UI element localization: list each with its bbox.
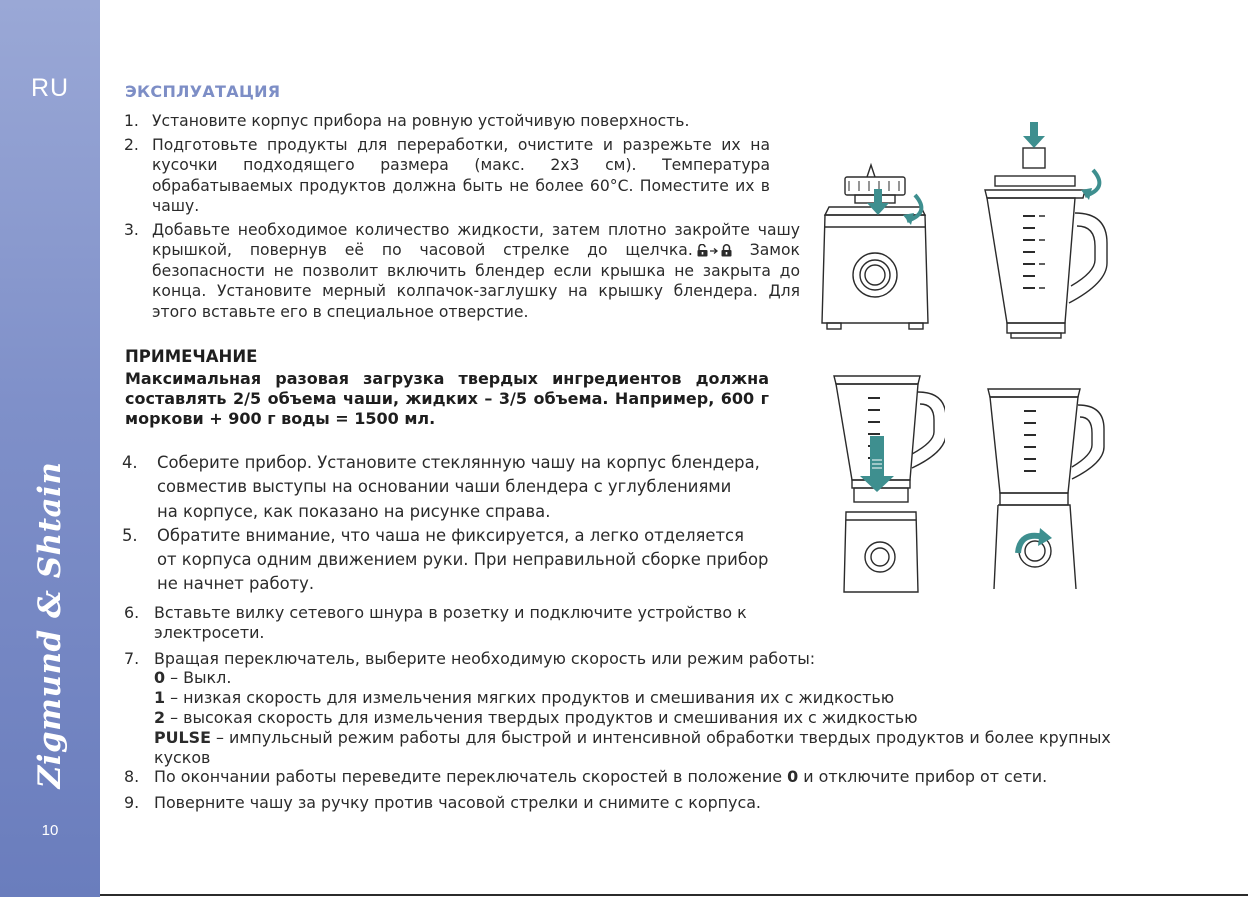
locked-icon (721, 244, 732, 257)
step-item (124, 793, 1224, 813)
step-item (124, 603, 1224, 643)
mode-line: кусков (154, 747, 211, 767)
mode-key: 0 (154, 668, 166, 688)
brand-logo-area (0, 461, 100, 789)
step-line: на корпусе, как показано на рисунке справа. (157, 501, 551, 521)
step-line: Вращая переключатель, выберите необходимую скорость или режим работы: (154, 648, 816, 668)
bottom-divider (100, 894, 1248, 896)
step-number: 6. (124, 603, 140, 622)
lock-icons (697, 244, 732, 257)
mode-line (154, 688, 1224, 708)
step-item (124, 135, 770, 217)
step-number: 1. (124, 112, 139, 130)
note-title: ПРИМЕЧАНИЕ (125, 347, 258, 366)
steps-list-part2 (122, 451, 802, 597)
step-line: электросети. (154, 622, 265, 642)
note-text: Максимальная разовая загрузка твердых ингредиентов должна составлять 2/5 объема чаши, жидких – 3/5 объема. Например, 600 г моркови + 900 г воды = 1500 мл. (125, 369, 769, 428)
blender-base-lid-illustration (815, 155, 950, 335)
step-number: 8. (124, 767, 140, 787)
step-number: 3. (124, 220, 139, 239)
step-number: 4. (122, 453, 138, 472)
mode-key: 0 (787, 767, 799, 787)
mode-key: 2 (154, 707, 166, 727)
step-number: 9. (124, 793, 140, 813)
step-line: совместив выступы на основании чаши блендера с углублениями (157, 477, 732, 497)
unlocked-icon (697, 244, 708, 257)
step-text (152, 220, 800, 323)
mode-desc: – импульсный режим работы для быстрой и интенсивной обработки твердых продуктов и более крупных (210, 727, 1111, 747)
section-title: ЭКСПЛУАТАЦИЯ (125, 82, 281, 101)
step-line: Обратите внимание, что чаша не фиксируется, а легко отделяется (157, 525, 744, 545)
step-line: от корпуса одним движением руки. При неправильной сборке прибор (157, 550, 769, 570)
mode-key: PULSE (154, 727, 211, 747)
step-line: Вставьте вилку сетевого шнура в розетку и подключите устройство к (154, 603, 747, 622)
step-text-part-b: Замок безопасности не позволит включить блендер если крышка не закрыта до конца. Установите мерный колпачок-заглушку на крышку блендера. Для этого вставьте его в специальное отверстие. (152, 241, 800, 321)
mode-line (154, 728, 1224, 748)
step-text-part-a: Добавьте необходимое количество жидкости, затем плотно закройте чашу крышкой, повернув её по часовой стрелке до щелчка. (152, 220, 800, 259)
steps-list-part3 (124, 603, 1224, 813)
step-number: 2. (124, 135, 139, 154)
step-number: 5. (122, 525, 138, 545)
step-item (124, 220, 800, 323)
step-item (122, 451, 802, 524)
step-line: Поверните чашу за ручку против часовой стрелки и снимите с корпуса. (154, 793, 761, 813)
step-number: 7. (124, 648, 140, 668)
step-text: Установите корпус прибора на ровную устойчивую поверхность. (152, 112, 690, 130)
step-text: и отключите прибор от сети. (798, 767, 1048, 787)
step-text: По окончании работы переведите переключатель скоростей в положение (154, 767, 788, 787)
brand-logo: Zigmund & Shtain (32, 461, 68, 789)
step-item (124, 767, 1224, 787)
mode-desc: – Выкл. (165, 668, 232, 688)
assembled-blender-illustration (980, 383, 1120, 593)
arrow-right-icon (710, 247, 719, 255)
step-line: не начнет работу. (157, 574, 315, 594)
mode-key: 1 (154, 688, 166, 708)
step-item (124, 111, 800, 132)
blender-jug-lid-illustration (965, 118, 1115, 343)
step-item (124, 649, 1224, 768)
step-text: Подготовьте продукты для переработки, очистите и разрежьте их на кусочки подходящего размера (макс. 2x3 см). Температура обрабатываемых продуктов должна быть не более 60°C. Поместите их в чашу. (152, 135, 770, 215)
step-item (122, 524, 802, 597)
mode-line (154, 708, 1224, 728)
language-label: RU (30, 74, 70, 102)
steps-list-part1 (124, 111, 800, 325)
step-line: Соберите прибор. Установите стеклянную чашу на корпус блендера, (157, 453, 760, 472)
mode-desc: – низкая скорость для измельчения мягких продуктов и смешивания их с жидкостью (165, 688, 895, 708)
mode-line (154, 668, 1224, 688)
jug-onto-base-illustration (830, 370, 945, 595)
sidebar (0, 0, 100, 897)
mode-desc: – высокая скорость для измельчения твердых продуктов и смешивания их с жидкостью (165, 707, 918, 727)
page-number: 10 (41, 822, 59, 839)
step-line (154, 767, 1224, 787)
